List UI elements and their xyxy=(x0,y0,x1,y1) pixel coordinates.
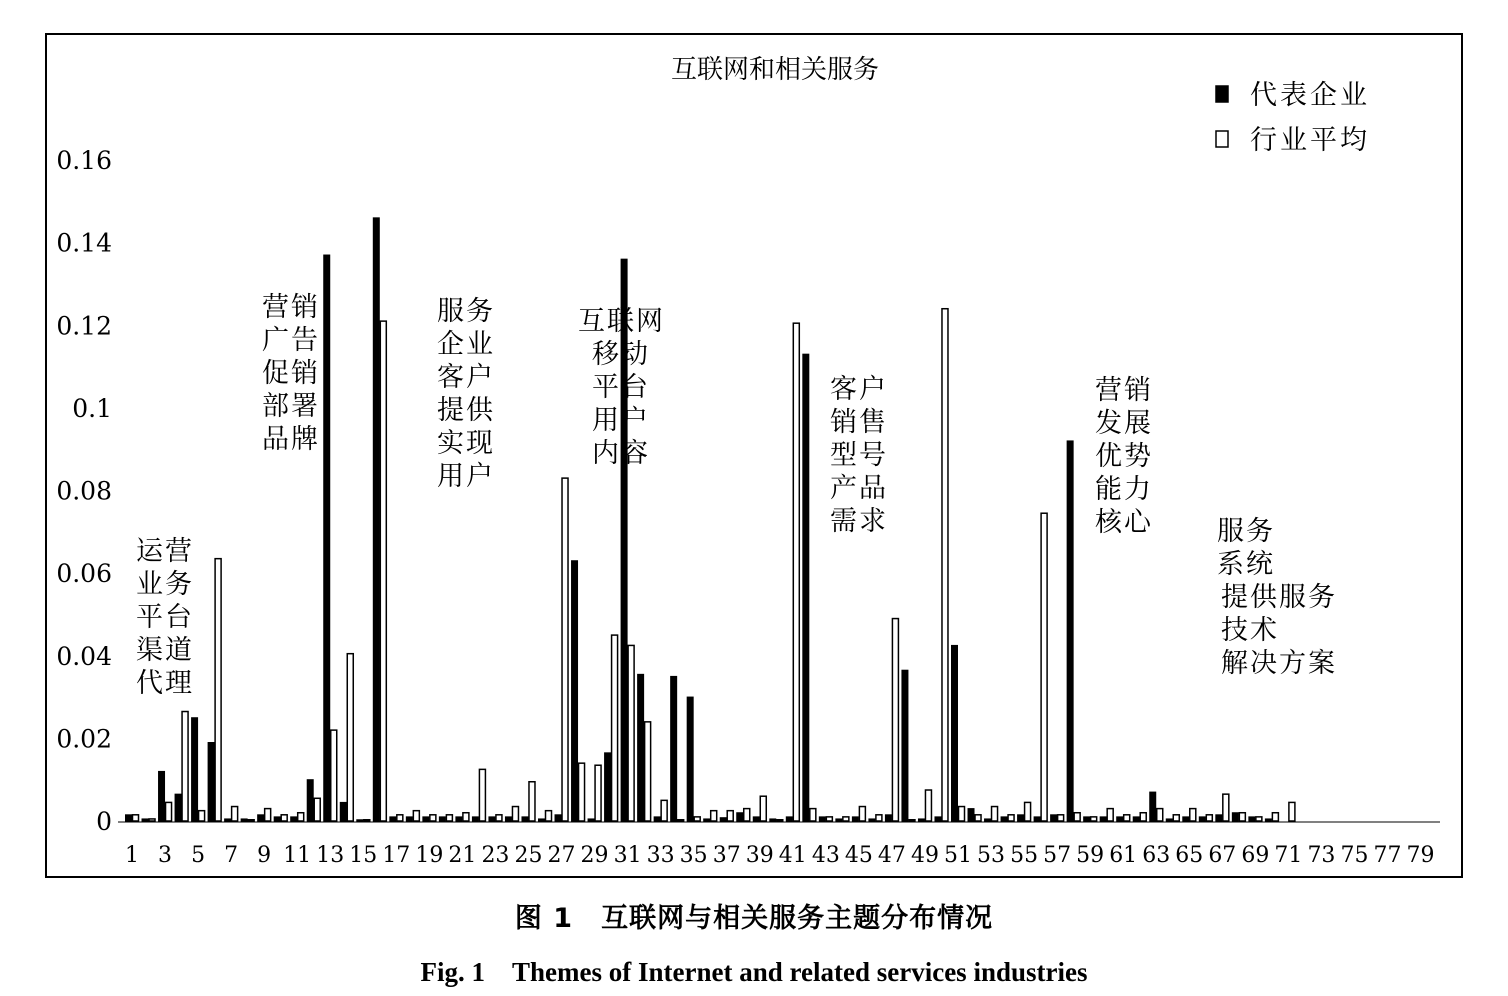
bar-rep-enterprise xyxy=(836,819,842,821)
bar-rep-enterprise xyxy=(373,218,379,821)
bar-industry-average xyxy=(959,807,965,821)
annotation-ann-3-line: 用户 xyxy=(437,461,495,492)
bar-industry-average xyxy=(1157,809,1163,821)
bar-rep-enterprise xyxy=(852,817,858,821)
bar-rep-enterprise xyxy=(142,819,148,821)
bar-industry-average xyxy=(166,802,172,821)
x-tick-label: 51 xyxy=(944,843,972,868)
annotation-ann-1-line: 部署 xyxy=(262,391,320,422)
annotation-ann-3-line: 实现 xyxy=(437,428,495,459)
bar-industry-average xyxy=(727,811,733,821)
bar-industry-average xyxy=(1058,815,1064,821)
bar-industry-average xyxy=(711,811,717,821)
annotation-ann-4-line: 移动 xyxy=(592,339,650,370)
bar-industry-average xyxy=(645,722,651,821)
annotation-ann-4-line: 用户 xyxy=(592,405,650,436)
bar-rep-enterprise xyxy=(935,817,941,821)
annotation-ann-5-line: 需求 xyxy=(830,506,888,537)
bar-rep-enterprise xyxy=(770,819,776,821)
bar-industry-average xyxy=(1173,815,1179,821)
bar-rep-enterprise xyxy=(1199,817,1205,821)
bar-industry-average xyxy=(199,811,205,821)
bar-industry-average xyxy=(182,712,188,821)
bar-rep-enterprise xyxy=(1067,441,1073,821)
bar-rep-enterprise xyxy=(819,817,825,821)
annotation-ann-3-line: 客户 xyxy=(437,362,495,393)
annotation-ann-5-line: 销售 xyxy=(830,407,888,438)
bar-industry-average xyxy=(810,809,816,821)
bar-industry-average xyxy=(331,730,337,821)
bar-rep-enterprise xyxy=(918,819,924,821)
y-tick-label: 0.16 xyxy=(56,146,112,175)
bar-rep-enterprise xyxy=(1249,817,1255,821)
bar-rep-enterprise xyxy=(225,819,231,821)
bar-rep-enterprise xyxy=(505,817,511,821)
bar-industry-average xyxy=(1107,809,1113,821)
bar-industry-average xyxy=(595,765,601,821)
annotation-ann-7-line: 服务 xyxy=(1217,516,1275,547)
bar-rep-enterprise xyxy=(803,354,809,821)
x-tick-label: 45 xyxy=(844,843,873,868)
annotation-ann-2-line: 运营 xyxy=(136,536,194,567)
x-tick-label: 21 xyxy=(448,843,477,868)
annotation-ann-5-line: 型号 xyxy=(830,440,888,471)
bar-industry-average xyxy=(298,813,304,821)
x-tick-label: 43 xyxy=(811,843,840,868)
x-tick-label: 57 xyxy=(1043,843,1072,868)
bar-rep-enterprise xyxy=(241,819,247,821)
bar-rep-enterprise xyxy=(1034,817,1040,821)
annotation-ann-1-line: 促销 xyxy=(262,358,320,389)
x-tick-label: 41 xyxy=(778,843,807,868)
bar-industry-average xyxy=(1074,813,1080,821)
x-tick-label: 15 xyxy=(349,843,378,868)
annotation-ann-6-line: 营销 xyxy=(1095,375,1153,406)
bar-industry-average xyxy=(1025,802,1031,821)
bar-industry-average xyxy=(1091,817,1097,821)
legend-swatch-rep-enterprise xyxy=(1216,86,1228,102)
x-tick-label: 1 xyxy=(125,843,139,868)
bar-rep-enterprise xyxy=(952,645,958,821)
bar-industry-average xyxy=(149,819,155,821)
bar-rep-enterprise xyxy=(439,817,445,821)
annotation-ann-6-line: 发展 xyxy=(1095,408,1153,439)
annotation-ann-4-line: 内容 xyxy=(592,438,650,469)
bar-rep-enterprise xyxy=(1216,815,1222,821)
bar-rep-enterprise xyxy=(1133,817,1139,821)
bar-industry-average xyxy=(380,321,386,821)
bar-industry-average xyxy=(876,815,882,821)
x-tick-label: 77 xyxy=(1373,843,1402,868)
bar-industry-average xyxy=(826,817,832,821)
bar-industry-average xyxy=(479,769,485,821)
annotation-ann-2-line: 代理 xyxy=(136,668,194,699)
bar-industry-average xyxy=(579,763,585,821)
bar-rep-enterprise xyxy=(1265,819,1271,821)
annotation-ann-3-line: 企业 xyxy=(437,329,495,360)
bar-rep-enterprise xyxy=(192,718,198,821)
bar-industry-average xyxy=(628,645,634,821)
annotation-ann-1-line: 品牌 xyxy=(262,424,320,455)
bar-industry-average xyxy=(1272,813,1278,821)
bar-rep-enterprise xyxy=(340,802,346,821)
bar-rep-enterprise xyxy=(654,817,660,821)
x-tick-label: 71 xyxy=(1274,843,1303,868)
x-tick-label: 53 xyxy=(977,843,1006,868)
bar-rep-enterprise xyxy=(274,817,280,821)
bar-rep-enterprise xyxy=(456,817,462,821)
bar-rep-enterprise xyxy=(307,780,313,821)
bar-industry-average xyxy=(694,817,700,821)
annotation-ann-1-line: 广告 xyxy=(262,325,320,356)
x-tick-label: 11 xyxy=(283,843,312,868)
bar-industry-average xyxy=(232,807,238,821)
bar-industry-average xyxy=(430,815,436,821)
bar-industry-average xyxy=(612,635,618,821)
bar-industry-average xyxy=(215,559,221,821)
bar-rep-enterprise xyxy=(588,819,594,821)
x-tick-label: 69 xyxy=(1241,843,1270,868)
bar-rep-enterprise xyxy=(1001,817,1007,821)
bar-rep-enterprise xyxy=(704,819,710,821)
x-tick-label: 9 xyxy=(257,843,272,868)
bar-rep-enterprise xyxy=(687,697,693,821)
x-tick-label: 79 xyxy=(1406,843,1435,868)
bar-rep-enterprise xyxy=(522,817,528,821)
bar-industry-average xyxy=(942,309,948,821)
bar-rep-enterprise xyxy=(968,809,974,821)
x-tick-label: 63 xyxy=(1142,843,1171,868)
bar-rep-enterprise xyxy=(472,817,478,821)
x-tick-label: 23 xyxy=(481,843,510,868)
bar-rep-enterprise xyxy=(671,676,677,821)
bar-rep-enterprise xyxy=(175,794,181,821)
annotation-ann-6-line: 核心 xyxy=(1095,507,1153,538)
bar-industry-average xyxy=(1206,815,1212,821)
bar-rep-enterprise xyxy=(324,255,330,821)
x-tick-label: 35 xyxy=(679,843,708,868)
bar-industry-average xyxy=(364,820,370,821)
bar-rep-enterprise xyxy=(555,815,561,821)
x-tick-label: 55 xyxy=(1010,843,1039,868)
bar-industry-average xyxy=(265,809,271,821)
bar-industry-average xyxy=(1140,813,1146,821)
bar-rep-enterprise xyxy=(720,818,726,821)
bar-rep-enterprise xyxy=(539,819,545,821)
bar-industry-average xyxy=(248,820,254,821)
x-tick-label: 65 xyxy=(1175,843,1204,868)
bar-industry-average xyxy=(1008,815,1014,821)
bar-industry-average xyxy=(843,817,849,821)
x-tick-label: 73 xyxy=(1307,843,1336,868)
bar-industry-average xyxy=(1223,794,1229,821)
bar-industry-average xyxy=(463,813,469,821)
annotation-ann-7-line: 解决方案 xyxy=(1221,648,1337,679)
bar-industry-average xyxy=(413,811,419,821)
bar-rep-enterprise xyxy=(1183,817,1189,821)
annotation-ann-4-line: 平台 xyxy=(592,372,650,403)
bar-rep-enterprise xyxy=(1084,817,1090,821)
y-tick-label: 0.04 xyxy=(56,641,112,671)
bar-industry-average xyxy=(133,815,139,821)
legend-swatch-industry-average xyxy=(1216,131,1228,147)
x-tick-label: 25 xyxy=(514,843,543,868)
annotation-ann-5-line: 产品 xyxy=(830,473,888,504)
bar-industry-average xyxy=(992,807,998,821)
bar-industry-average xyxy=(1256,817,1262,821)
x-tick-label: 59 xyxy=(1076,843,1105,868)
bar-industry-average xyxy=(1239,813,1245,821)
y-tick-label: 0.14 xyxy=(56,228,112,258)
annotation-ann-6-line: 优势 xyxy=(1095,441,1153,472)
annotation-ann-3-line: 提供 xyxy=(437,395,495,426)
bar-industry-average xyxy=(496,815,502,821)
bar-rep-enterprise xyxy=(357,820,363,821)
y-tick-label: 0 xyxy=(96,807,112,836)
legend-label-rep-enterprise: 代表企业 xyxy=(1250,80,1370,111)
bar-industry-average xyxy=(909,820,915,821)
figure-caption-cn: 图 1 互联网与相关服务主题分布情况 xyxy=(514,903,994,934)
annotation-ann-7-line: 系统 xyxy=(1217,549,1275,580)
bar-industry-average xyxy=(661,800,667,821)
bar-industry-average xyxy=(793,323,799,821)
annotation-ann-7-line: 技术 xyxy=(1221,615,1279,646)
bar-rep-enterprise xyxy=(258,815,264,821)
bar-industry-average xyxy=(546,811,552,821)
bar-industry-average xyxy=(760,796,766,821)
annotation-ann-4-line: 互联网 xyxy=(578,306,665,337)
y-tick-label: 0.06 xyxy=(56,559,112,589)
bar-industry-average xyxy=(314,798,320,821)
bar-industry-average xyxy=(562,478,568,821)
bar-rep-enterprise xyxy=(1018,815,1024,821)
y-tick-label: 0.08 xyxy=(56,476,112,506)
bar-industry-average xyxy=(281,815,287,821)
bar-rep-enterprise xyxy=(489,817,495,821)
x-tick-label: 19 xyxy=(415,843,444,868)
x-tick-label: 29 xyxy=(580,843,609,868)
annotation-ann-7-line: 提供服务 xyxy=(1221,582,1337,613)
x-tick-label: 67 xyxy=(1208,843,1237,868)
x-tick-label: 37 xyxy=(712,843,741,868)
bar-rep-enterprise xyxy=(869,819,875,821)
y-tick-label: 0.02 xyxy=(56,724,112,754)
bar-rep-enterprise xyxy=(786,817,792,821)
bar-rep-enterprise xyxy=(1150,792,1156,821)
annotation-ann-2-line: 平台 xyxy=(136,602,194,633)
bar-rep-enterprise xyxy=(572,561,578,821)
annotation-ann-6-line: 能力 xyxy=(1095,474,1153,505)
y-tick-label: 0.12 xyxy=(56,311,112,341)
annotation-ann-3-line: 服务 xyxy=(437,296,495,327)
bar-rep-enterprise xyxy=(291,817,297,821)
bar-rep-enterprise xyxy=(1232,813,1238,821)
bar-industry-average xyxy=(512,807,518,821)
x-tick-label: 39 xyxy=(745,843,774,868)
bar-industry-average xyxy=(1289,802,1295,821)
bar-industry-average xyxy=(892,619,898,821)
bar-industry-average xyxy=(777,820,783,821)
bar-industry-average xyxy=(975,815,981,821)
x-tick-label: 31 xyxy=(613,843,642,868)
x-tick-label: 49 xyxy=(910,843,939,868)
bar-rep-enterprise xyxy=(638,674,644,821)
bar-rep-enterprise xyxy=(208,743,214,821)
figure-caption-en: Fig. 1 Themes of Internet and related services industries xyxy=(420,957,1088,987)
x-tick-label: 61 xyxy=(1109,843,1138,868)
x-tick-label: 47 xyxy=(877,843,906,868)
bar-industry-average xyxy=(1124,815,1130,821)
bar-rep-enterprise xyxy=(423,817,429,821)
bar-rep-enterprise xyxy=(390,817,396,821)
bar-rep-enterprise xyxy=(985,819,991,821)
x-tick-label: 33 xyxy=(646,843,675,868)
x-tick-label: 13 xyxy=(316,843,345,868)
x-tick-label: 27 xyxy=(547,843,576,868)
bar-rep-enterprise xyxy=(885,815,891,821)
bar-rep-enterprise xyxy=(1117,817,1123,821)
bar-industry-average xyxy=(529,782,535,821)
bar-industry-average xyxy=(925,790,931,821)
bar-rep-enterprise xyxy=(406,817,412,821)
x-tick-label: 17 xyxy=(382,843,411,868)
bar-industry-average xyxy=(1041,513,1047,821)
bar-industry-average xyxy=(397,815,403,821)
bar-industry-average xyxy=(1190,809,1196,821)
bar-industry-average xyxy=(446,815,452,821)
annotation-ann-2-line: 渠道 xyxy=(136,635,194,666)
chart-title: 互联网和相关服务 xyxy=(670,55,880,85)
x-tick-label: 75 xyxy=(1340,843,1369,868)
bar-industry-average xyxy=(744,809,750,821)
annotation-ann-1-line: 营销 xyxy=(262,292,320,323)
legend-label-industry-average: 行业平均 xyxy=(1250,125,1370,156)
bar-rep-enterprise xyxy=(159,771,165,821)
x-tick-label: 5 xyxy=(191,843,206,868)
bar-rep-enterprise xyxy=(605,753,611,821)
bar-rep-enterprise xyxy=(1051,815,1057,821)
bar-rep-enterprise xyxy=(902,670,908,821)
bar-rep-enterprise xyxy=(753,817,759,821)
x-tick-label: 3 xyxy=(158,843,173,868)
annotation-ann-5-line: 客户 xyxy=(830,374,888,405)
bar-industry-average xyxy=(678,820,684,821)
bar-rep-enterprise xyxy=(1166,819,1172,821)
bar-industry-average xyxy=(347,654,353,821)
bar-industry-average xyxy=(859,807,865,821)
x-tick-label: 7 xyxy=(224,843,239,868)
bar-rep-enterprise xyxy=(1100,817,1106,821)
bar-rep-enterprise xyxy=(737,813,743,821)
annotation-ann-2-line: 业务 xyxy=(136,569,194,600)
bar-rep-enterprise xyxy=(126,815,132,821)
y-tick-label: 0.1 xyxy=(72,393,112,423)
